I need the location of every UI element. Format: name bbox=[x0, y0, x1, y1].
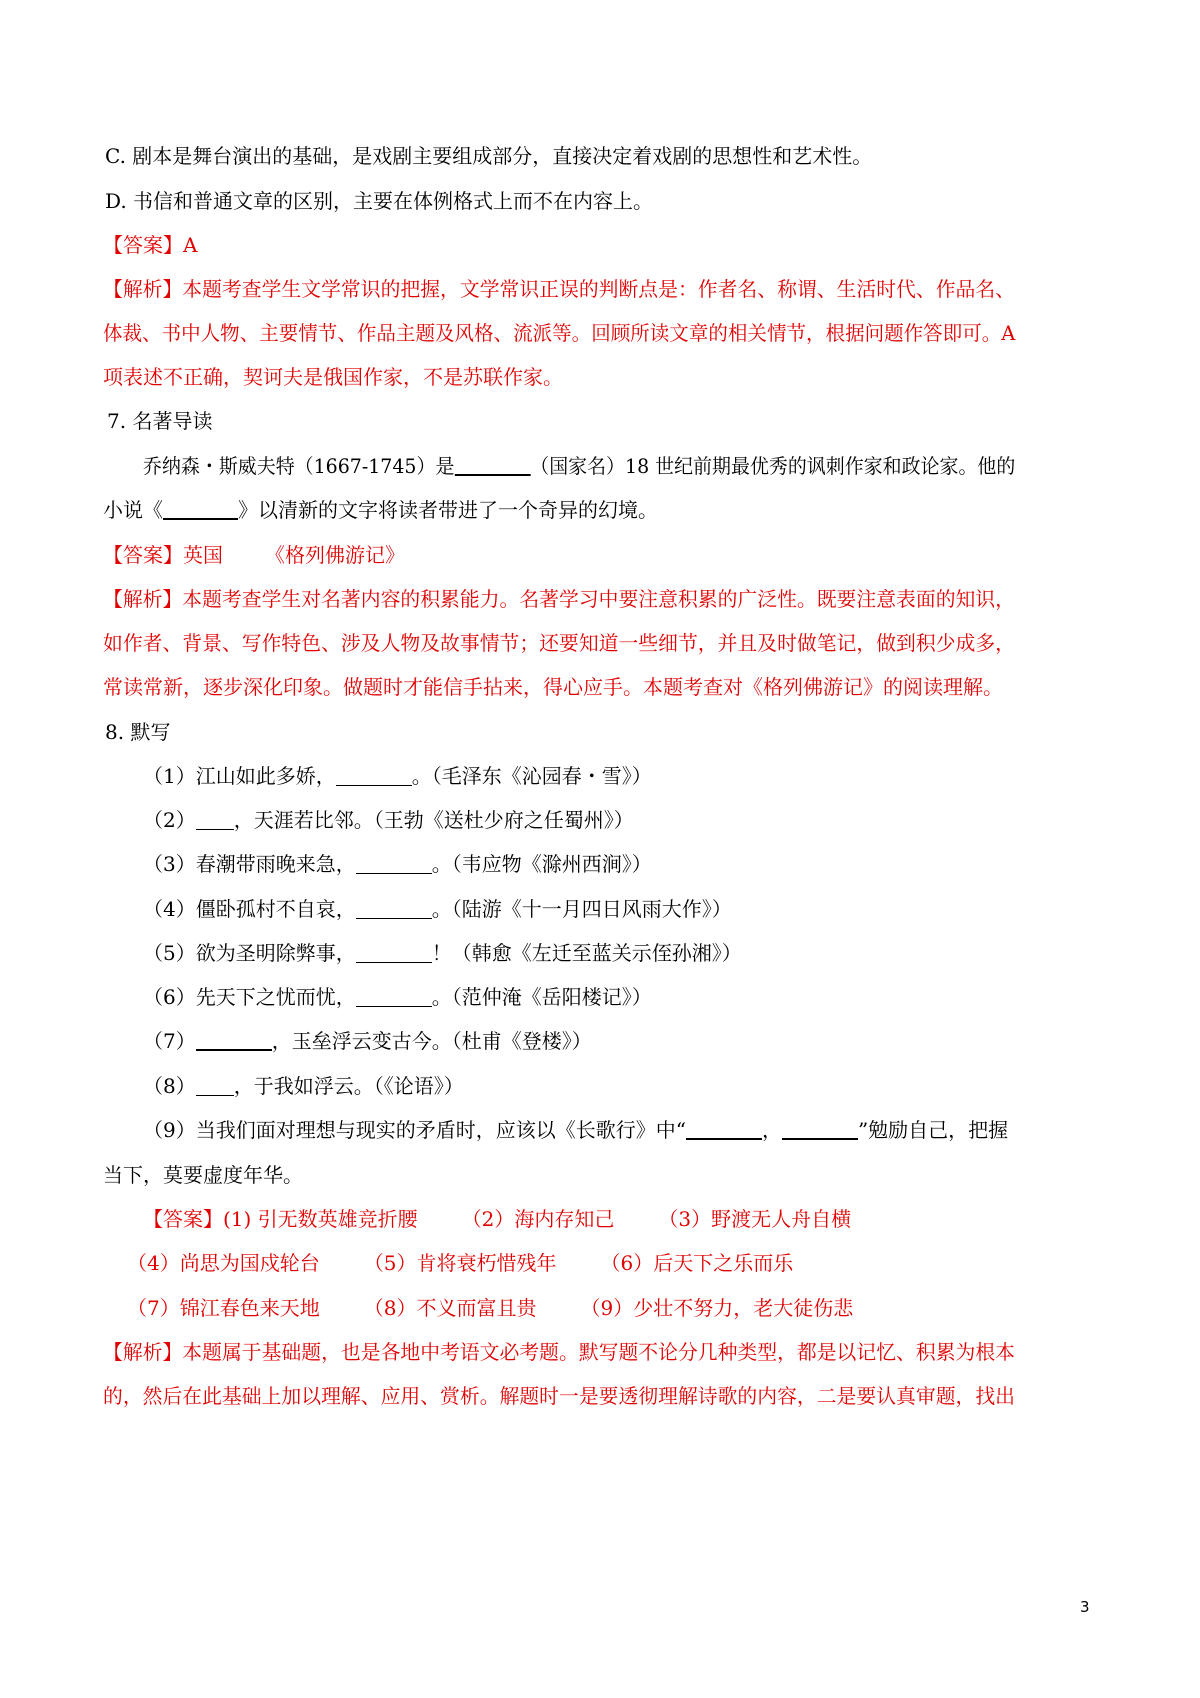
q8-item-1-source: 。（毛泽东《沁园春・雪》） bbox=[411, 764, 652, 788]
q8-item-4-source: 。（陆游《十一月四日风雨大作》） bbox=[431, 897, 732, 921]
q8-item-8-source: ，于我如浮云。（《论语》） bbox=[233, 1074, 464, 1098]
q8-item-2-text: （2） bbox=[143, 808, 196, 832]
q8-item-9-text-end: ”勉励自己，把握 bbox=[857, 1118, 1009, 1142]
q7-prompt-text-c: 小说《 bbox=[103, 498, 163, 522]
q7-analysis-line-1: 【解析】本题考查学生对名著内容的积累能力。名著学习中要注意积累的广泛性。既要注意表面的知识， bbox=[103, 587, 1015, 611]
q8-item-1-text: （1）江山如此多娇， bbox=[143, 764, 336, 788]
q8-answer-5: （5）肯将衰朽惜残年 bbox=[363, 1251, 557, 1275]
q7-answer bbox=[103, 540, 405, 570]
q8-item-7-source: ，玉垒浮云变古今。（杜甫《登楼》） bbox=[271, 1029, 592, 1053]
blank-9a[interactable] bbox=[686, 1118, 762, 1140]
q8-item-3-text: （3）春潮带雨晚来急， bbox=[143, 852, 356, 876]
q8-item-9-line-2: 当下，莫要虚度年华。 bbox=[103, 1163, 303, 1187]
q8-item-7 bbox=[143, 1026, 592, 1056]
q8-item-6-text: （6）先天下之忧而忧， bbox=[143, 985, 356, 1009]
q8-item-4-text: （4）僵卧孤村不自哀， bbox=[143, 897, 356, 921]
q8-answer-row-1 bbox=[143, 1204, 851, 1234]
q8-item-3 bbox=[143, 849, 652, 879]
blank-4[interactable] bbox=[356, 898, 432, 919]
q7-prompt-line-1 bbox=[143, 451, 1015, 481]
q8-item-9-comma: ， bbox=[761, 1118, 782, 1142]
q6-answer: 【答案】A bbox=[103, 233, 198, 257]
q8-item-4 bbox=[143, 894, 732, 924]
blank-novel[interactable] bbox=[163, 498, 238, 520]
q7-answer-country: 【答案】英国 bbox=[103, 543, 223, 567]
q8-item-9-line-1 bbox=[143, 1115, 1008, 1145]
q8-answer-7: （7）锦江春色来天地 bbox=[127, 1296, 320, 1320]
q8-answer-2: （2）海内存知己 bbox=[461, 1207, 615, 1231]
q8-answer-3: （3）野渡无人舟自横 bbox=[658, 1207, 852, 1231]
q8-answer-9: （9）少壮不努力，老大徒伤悲 bbox=[580, 1296, 854, 1320]
q8-item-8 bbox=[143, 1071, 464, 1101]
blank-6[interactable] bbox=[356, 986, 432, 1007]
q8-item-9-text: （9）当我们面对理想与现实的矛盾时，应该以《长歌行》中“ bbox=[143, 1118, 686, 1142]
option-c: C. 剧本是舞台演出的基础，是戏剧主要组成部分，直接决定着戏剧的思想性和艺术性。 bbox=[105, 144, 873, 168]
q7-prompt-text-a: 乔纳森・斯威夫特（1667-1745）是 bbox=[143, 454, 455, 478]
q6-analysis-line-1: 【解析】本题考查学生文学常识的把握，文学常识正误的判断点是：作者名、称谓、生活时代、作品名、 bbox=[103, 277, 1015, 301]
blank-5[interactable] bbox=[356, 942, 432, 963]
q8-title: 8. 默写 bbox=[105, 720, 171, 744]
q8-answer-row-3 bbox=[127, 1293, 853, 1323]
q8-item-6 bbox=[143, 982, 652, 1012]
q8-answer-6: （6）后天下之乐而乐 bbox=[600, 1251, 794, 1275]
q8-answer-8: （8）不义而富且贵 bbox=[363, 1296, 537, 1320]
blank-8[interactable] bbox=[196, 1075, 234, 1096]
page-number: 3 bbox=[1080, 1598, 1090, 1616]
q8-item-5-source: ！（韩愈《左迁至蓝关示侄孙湘》） bbox=[431, 941, 742, 965]
q8-item-6-source: 。（范仲淹《岳阳楼记》） bbox=[431, 985, 652, 1009]
q6-analysis-line-2: 体裁、书中人物、主要情节、作品主题及风格、流派等。回顾所读文章的相关情节，根据问题作答即可。A bbox=[103, 321, 1016, 345]
blank-7[interactable] bbox=[196, 1029, 272, 1051]
q8-analysis-line-2: 的，然后在此基础上加以理解、应用、赏析。解题时一是要透彻理解诗歌的内容，二是要认真审题，找出 bbox=[103, 1384, 1015, 1408]
q8-analysis-line-1: 【解析】本题属于基础题，也是各地中考语文必考题。默写题不论分几种类型，都是以记忆、积累为根本 bbox=[103, 1340, 1015, 1364]
q8-item-1 bbox=[143, 761, 652, 791]
blank-9b[interactable] bbox=[782, 1118, 858, 1140]
q8-answer-4: （4）尚思为国戍轮台 bbox=[127, 1251, 320, 1275]
blank-1[interactable] bbox=[336, 765, 412, 786]
q7-prompt-text-d: 》以清新的文字将读者带进了一个奇异的幻境。 bbox=[238, 498, 658, 522]
q8-item-2-source: ，天涯若比邻。（王勃《送杜少府之任蜀州》） bbox=[233, 808, 634, 832]
q8-item-5-text: （5）欲为圣明除弊事， bbox=[143, 941, 356, 965]
option-d: D. 书信和普通文章的区别，主要在体例格式上而不在内容上。 bbox=[105, 189, 654, 213]
q8-item-2 bbox=[143, 805, 634, 835]
q8-answer-row-2 bbox=[127, 1248, 793, 1278]
blank-3[interactable] bbox=[356, 853, 432, 874]
q7-analysis-line-3: 常读常新，逐步深化印象。做题时才能信手拈来，得心应手。本题考查对《格列佛游记》的阅读理解。 bbox=[103, 675, 1003, 699]
q8-item-7-text: （7） bbox=[143, 1029, 196, 1053]
blank-country[interactable] bbox=[454, 454, 530, 476]
q8-item-8-text: （8） bbox=[143, 1074, 196, 1098]
q7-answer-novel: 《格列佛游记》 bbox=[265, 543, 405, 567]
q8-item-5 bbox=[143, 938, 742, 968]
q8-item-3-source: 。（韦应物《滁州西涧》） bbox=[431, 852, 652, 876]
q6-analysis-line-3: 项表述不正确，契诃夫是俄国作家，不是苏联作家。 bbox=[103, 365, 563, 389]
blank-2[interactable] bbox=[196, 809, 234, 830]
q7-prompt-line-2 bbox=[103, 495, 658, 525]
q8-answer-1: 【答案】(1) 引无数英雄竞折腰 bbox=[143, 1207, 418, 1231]
q7-prompt-text-b: （国家名）18 世纪前期最优秀的讽刺作家和政论家。他的 bbox=[530, 454, 1016, 478]
q7-title: 7. 名著导读 bbox=[107, 409, 213, 433]
q7-analysis-line-2: 如作者、背景、写作特色、涉及人物及故事情节；还要知道一些细节，并且及时做笔记，做到积少成多， bbox=[103, 631, 1015, 655]
